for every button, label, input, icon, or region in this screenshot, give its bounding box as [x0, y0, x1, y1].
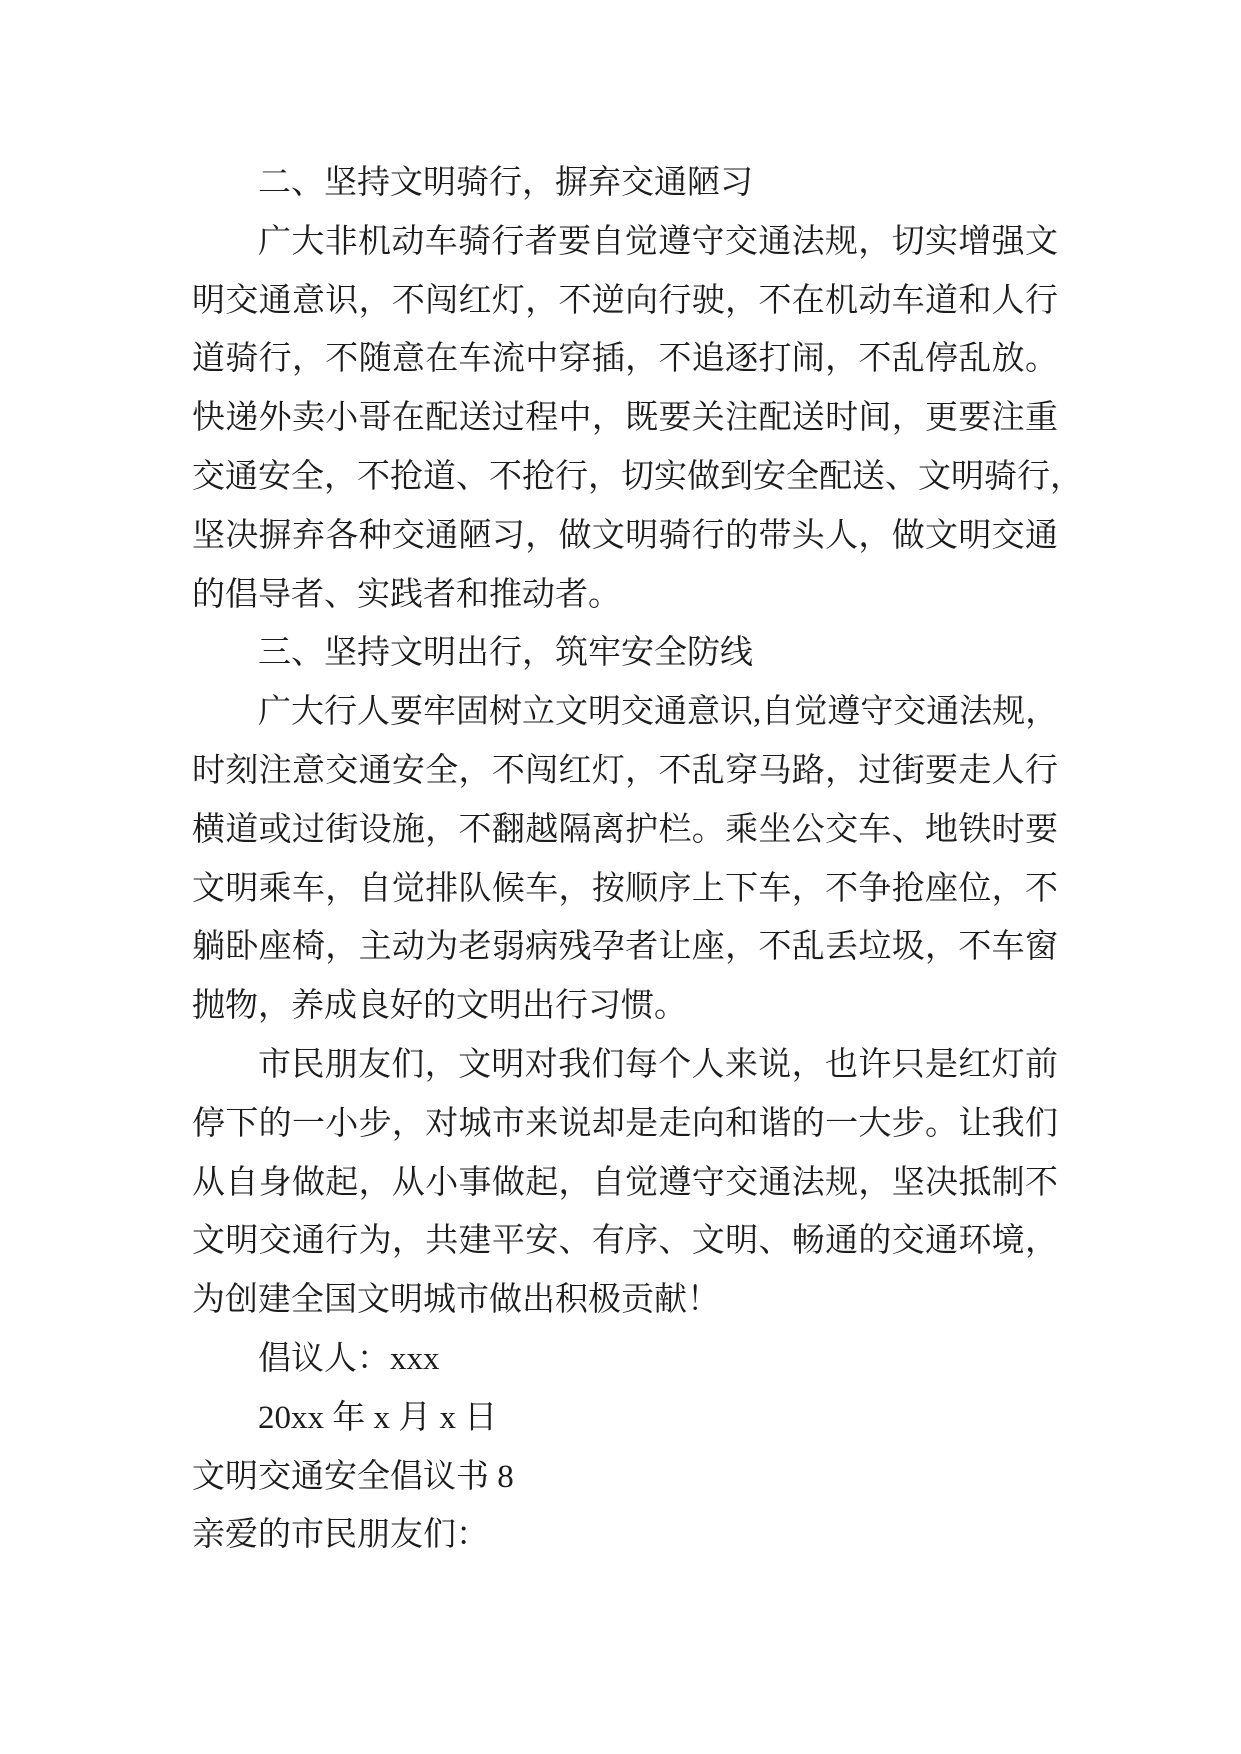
paragraph-line: 停下的一小步，对城市来说却是走向和谐的一大步。让我们	[192, 1105, 1058, 1142]
proposer-line: 倡议人：xxx	[258, 1340, 440, 1377]
paragraph-line: 抛物，养成良好的文明出行习惯。	[192, 988, 687, 1025]
paragraph-line: 文明交通行为，共建平安、有序、文明、畅通的交通环境，	[192, 1223, 1058, 1260]
salutation: 亲爱的市民朋友们：	[192, 1517, 489, 1554]
paragraph-line: 的倡导者、实践者和推动者。	[192, 576, 621, 613]
document-title: 文明交通安全倡议书 8	[192, 1458, 514, 1495]
paragraph-line: 文明乘车，自觉排队候车，按顺序上下车，不争抢座位，不	[192, 870, 1058, 907]
section-heading: 三、坚持文明出行，筑牢安全防线	[258, 635, 753, 672]
paragraph-line: 明交通意识，不闯红灯，不逆向行驶，不在机动车道和人行	[192, 282, 1058, 319]
paragraph-line: 道骑行，不随意在车流中穿插，不追逐打闹，不乱停乱放。	[192, 341, 1058, 378]
date-line: 20xx 年 x 月 x 日	[258, 1399, 498, 1436]
paragraph-line: 广大非机动车骑行者要自觉遵守交通法规，切实增强文	[258, 223, 1058, 260]
paragraph-line: 从自身做起，从小事做起，自觉遵守交通法规，坚决抵制不	[192, 1164, 1058, 1201]
paragraph-line: 广大行人要牢固树立文明交通意识,自觉遵守交通法规，	[258, 694, 1059, 731]
paragraph-line: 躺卧座椅，主动为老弱病残孕者让座，不乱丢垃圾，不车窗	[192, 929, 1058, 966]
section-heading: 二、坚持文明骑行，摒弃交通陋习	[258, 165, 753, 201]
paragraph-line: 时刻注意交通安全，不闯红灯，不乱穿马路，过街要走人行	[192, 752, 1058, 789]
paragraph-line: 快递外卖小哥在配送过程中，既要关注配送时间，更要注重	[192, 400, 1058, 437]
paragraph-line: 交通安全，不抢道、不抢行，切实做到安全配送、文明骑行，	[192, 458, 1083, 495]
paragraph-line: 横道或过街设施，不翻越隔离护栏。乘坐公交车、地铁时要	[192, 811, 1058, 848]
paragraph-line: 坚决摒弃各种交通陋习，做文明骑行的带头人，做文明交通	[192, 517, 1058, 554]
document-body	[192, 154, 1083, 1565]
paragraph-line: 市民朋友们，文明对我们每个人来说，也许只是红灯前	[258, 1046, 1058, 1083]
paragraph-line: 为创建全国文明城市做出积极贡献！	[192, 1282, 720, 1319]
